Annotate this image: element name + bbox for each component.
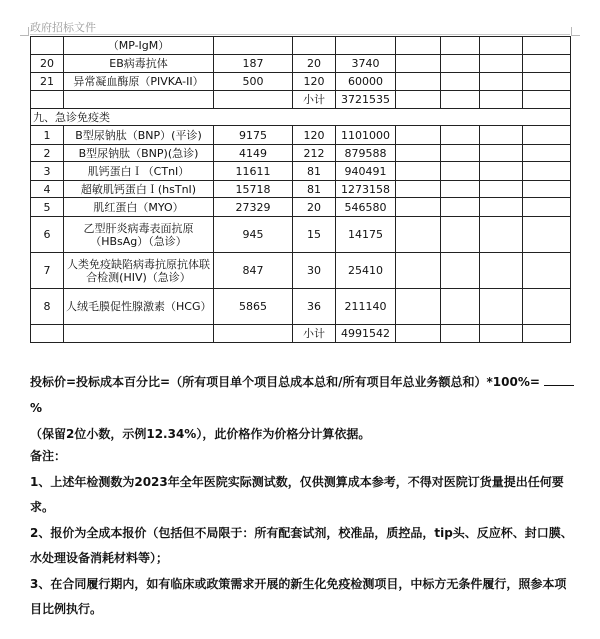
unit-price: 120 bbox=[293, 73, 336, 91]
item-total: 211140 bbox=[336, 289, 396, 325]
page-header: 政府招标文件 bbox=[30, 21, 96, 34]
price-table bbox=[30, 36, 571, 343]
annual-test-count bbox=[214, 37, 293, 55]
row-number: 4 bbox=[31, 181, 64, 198]
empty-cell bbox=[441, 91, 480, 109]
item-total bbox=[336, 37, 396, 55]
empty-cell bbox=[396, 217, 441, 253]
formula-note: （保留2位小数，示例12.34%），此价格作为价格分计算依据。 bbox=[30, 427, 371, 441]
row-number: 1 bbox=[31, 126, 64, 145]
item-name: B型尿钠肽（BNP)(急诊) bbox=[64, 145, 214, 162]
notes-list bbox=[30, 470, 575, 623]
formula-suffix: % bbox=[30, 401, 43, 415]
empty-cell bbox=[396, 198, 441, 217]
unit-price: 81 bbox=[293, 181, 336, 198]
empty-cell bbox=[480, 198, 523, 217]
empty-cell bbox=[396, 73, 441, 91]
section-row bbox=[31, 109, 571, 126]
empty-cell bbox=[441, 289, 480, 325]
row-number: 6 bbox=[31, 217, 64, 253]
empty-cell bbox=[480, 181, 523, 198]
empty-cell bbox=[214, 91, 293, 109]
empty-cell bbox=[523, 73, 571, 91]
subtotal-label: 小计 bbox=[293, 325, 336, 343]
bid-price-formula bbox=[30, 369, 575, 447]
margin-corner-mark bbox=[571, 27, 580, 36]
table-row bbox=[31, 289, 571, 325]
subtotal-label: 小计 bbox=[293, 91, 336, 109]
item-total: 25410 bbox=[336, 253, 396, 289]
item-total: 3740 bbox=[336, 55, 396, 73]
empty-cell bbox=[523, 198, 571, 217]
empty-cell bbox=[441, 253, 480, 289]
unit-price: 81 bbox=[293, 162, 336, 181]
empty-cell bbox=[480, 73, 523, 91]
unit-price: 36 bbox=[293, 289, 336, 325]
table-row bbox=[31, 162, 571, 181]
empty-cell bbox=[523, 253, 571, 289]
row-number: 20 bbox=[31, 55, 64, 73]
item-name: 乙型肝炎病毒表面抗原（HBsAg）（急诊） bbox=[64, 217, 214, 253]
subtotal-value: 3721535 bbox=[336, 91, 396, 109]
empty-cell bbox=[396, 91, 441, 109]
empty-cell bbox=[480, 325, 523, 343]
empty-cell bbox=[523, 217, 571, 253]
item-total: 14175 bbox=[336, 217, 396, 253]
empty-cell bbox=[523, 91, 571, 109]
empty-cell bbox=[441, 126, 480, 145]
unit-price: 15 bbox=[293, 217, 336, 253]
row-number bbox=[31, 37, 64, 55]
notes-title: 备注： bbox=[30, 449, 67, 463]
table-row bbox=[31, 253, 571, 289]
empty-cell bbox=[523, 181, 571, 198]
table-body bbox=[31, 37, 571, 343]
empty-cell bbox=[523, 126, 571, 145]
empty-cell bbox=[480, 37, 523, 55]
unit-price: 120 bbox=[293, 126, 336, 145]
row-number: 8 bbox=[31, 289, 64, 325]
annual-test-count: 11611 bbox=[214, 162, 293, 181]
table-row bbox=[31, 37, 571, 55]
empty-cell bbox=[441, 162, 480, 181]
empty-cell bbox=[396, 37, 441, 55]
item-total: 1101000 bbox=[336, 126, 396, 145]
empty-cell bbox=[523, 37, 571, 55]
table-row bbox=[31, 55, 571, 73]
empty-cell bbox=[480, 91, 523, 109]
annual-test-count: 27329 bbox=[214, 198, 293, 217]
item-total: 879588 bbox=[336, 145, 396, 162]
annual-test-count: 15718 bbox=[214, 181, 293, 198]
empty-cell bbox=[396, 162, 441, 181]
empty-cell bbox=[441, 73, 480, 91]
item-name: 肌红蛋白（MYO） bbox=[64, 198, 214, 217]
annual-test-count: 187 bbox=[214, 55, 293, 73]
empty-cell bbox=[480, 126, 523, 145]
annual-test-count: 847 bbox=[214, 253, 293, 289]
row-number: 21 bbox=[31, 73, 64, 91]
section-title: 九、急诊免疫类 bbox=[31, 109, 396, 126]
empty-cell bbox=[523, 145, 571, 162]
row-number: 2 bbox=[31, 145, 64, 162]
empty-cell bbox=[523, 55, 571, 73]
item-name: B型尿钠肽（BNP）(平诊) bbox=[64, 126, 214, 145]
annual-test-count: 945 bbox=[214, 217, 293, 253]
empty-cell bbox=[523, 162, 571, 181]
empty-cell bbox=[396, 126, 441, 145]
item-total: 940491 bbox=[336, 162, 396, 181]
section-tail bbox=[396, 109, 571, 126]
empty-cell bbox=[441, 325, 480, 343]
table-row bbox=[31, 73, 571, 91]
margin-corner-mark bbox=[20, 27, 29, 36]
percent-blank bbox=[544, 374, 574, 386]
item-total: 60000 bbox=[336, 73, 396, 91]
header-divider bbox=[30, 34, 570, 35]
note-item: 3、在合同履行期内，如有临床或政策需求开展的新生化免疫检测项目，中标方无条件履行，照参本项目比例执行。 bbox=[30, 577, 567, 616]
empty-cell bbox=[396, 253, 441, 289]
empty-cell bbox=[31, 91, 64, 109]
empty-cell bbox=[480, 162, 523, 181]
empty-cell bbox=[441, 37, 480, 55]
empty-cell bbox=[441, 55, 480, 73]
annual-test-count: 500 bbox=[214, 73, 293, 91]
empty-cell bbox=[396, 181, 441, 198]
unit-price: 30 bbox=[293, 253, 336, 289]
empty-cell bbox=[523, 325, 571, 343]
empty-cell bbox=[441, 198, 480, 217]
annual-test-count: 4149 bbox=[214, 145, 293, 162]
empty-cell bbox=[396, 289, 441, 325]
table-row bbox=[31, 126, 571, 145]
item-name: 人绒毛膜促性腺激素（HCG） bbox=[64, 289, 214, 325]
empty-cell bbox=[31, 325, 64, 343]
note-item: 2、报价为全成本报价（包括但不局限于：所有配套试剂，校准品，质控品，tip头、反应杯、封口膜、水处理设备消耗材料等）； bbox=[30, 526, 573, 565]
item-total: 546580 bbox=[336, 198, 396, 217]
empty-cell bbox=[480, 217, 523, 253]
subtotal-value: 4991542 bbox=[336, 325, 396, 343]
subtotal-row bbox=[31, 91, 571, 109]
empty-cell bbox=[480, 289, 523, 325]
row-number: 7 bbox=[31, 253, 64, 289]
row-number: 3 bbox=[31, 162, 64, 181]
empty-cell bbox=[396, 325, 441, 343]
unit-price: 212 bbox=[293, 145, 336, 162]
empty-cell bbox=[480, 253, 523, 289]
empty-cell bbox=[64, 325, 214, 343]
empty-cell bbox=[441, 145, 480, 162]
table-row bbox=[31, 217, 571, 253]
formula-text: 投标价=投标成本百分比=（所有项目单个项目总成本总和/所有项目年总业务额总和）*100%= bbox=[30, 375, 540, 389]
item-name: 人类免疫缺陷病毒抗原抗体联合检测(HIV)（急诊） bbox=[64, 253, 214, 289]
unit-price: 20 bbox=[293, 198, 336, 217]
subtotal-row bbox=[31, 325, 571, 343]
table-row bbox=[31, 198, 571, 217]
item-name: （MP-IgM） bbox=[64, 37, 214, 55]
item-name: EB病毒抗体 bbox=[64, 55, 214, 73]
item-total: 1273158 bbox=[336, 181, 396, 198]
annual-test-count: 5865 bbox=[214, 289, 293, 325]
item-name: 超敏肌钙蛋白Ｉ(hsTnI) bbox=[64, 181, 214, 198]
note-item: 1、上述年检测数为2023年全年医院实际测试数，仅供测算成本参考，不得对医院订货量提出任何要求。 bbox=[30, 475, 564, 514]
empty-cell bbox=[523, 289, 571, 325]
row-number: 5 bbox=[31, 198, 64, 217]
empty-cell bbox=[480, 55, 523, 73]
unit-price bbox=[293, 37, 336, 55]
table-row bbox=[31, 181, 571, 198]
empty-cell bbox=[441, 217, 480, 253]
item-name: 肌钙蛋白Ｉ（CTnI） bbox=[64, 162, 214, 181]
table-row bbox=[31, 145, 571, 162]
item-name: 异常凝血酶原（PIVKA-II） bbox=[64, 73, 214, 91]
unit-price: 20 bbox=[293, 55, 336, 73]
empty-cell bbox=[64, 91, 214, 109]
empty-cell bbox=[214, 325, 293, 343]
empty-cell bbox=[480, 145, 523, 162]
empty-cell bbox=[441, 181, 480, 198]
empty-cell bbox=[396, 145, 441, 162]
empty-cell bbox=[396, 55, 441, 73]
annual-test-count: 9175 bbox=[214, 126, 293, 145]
